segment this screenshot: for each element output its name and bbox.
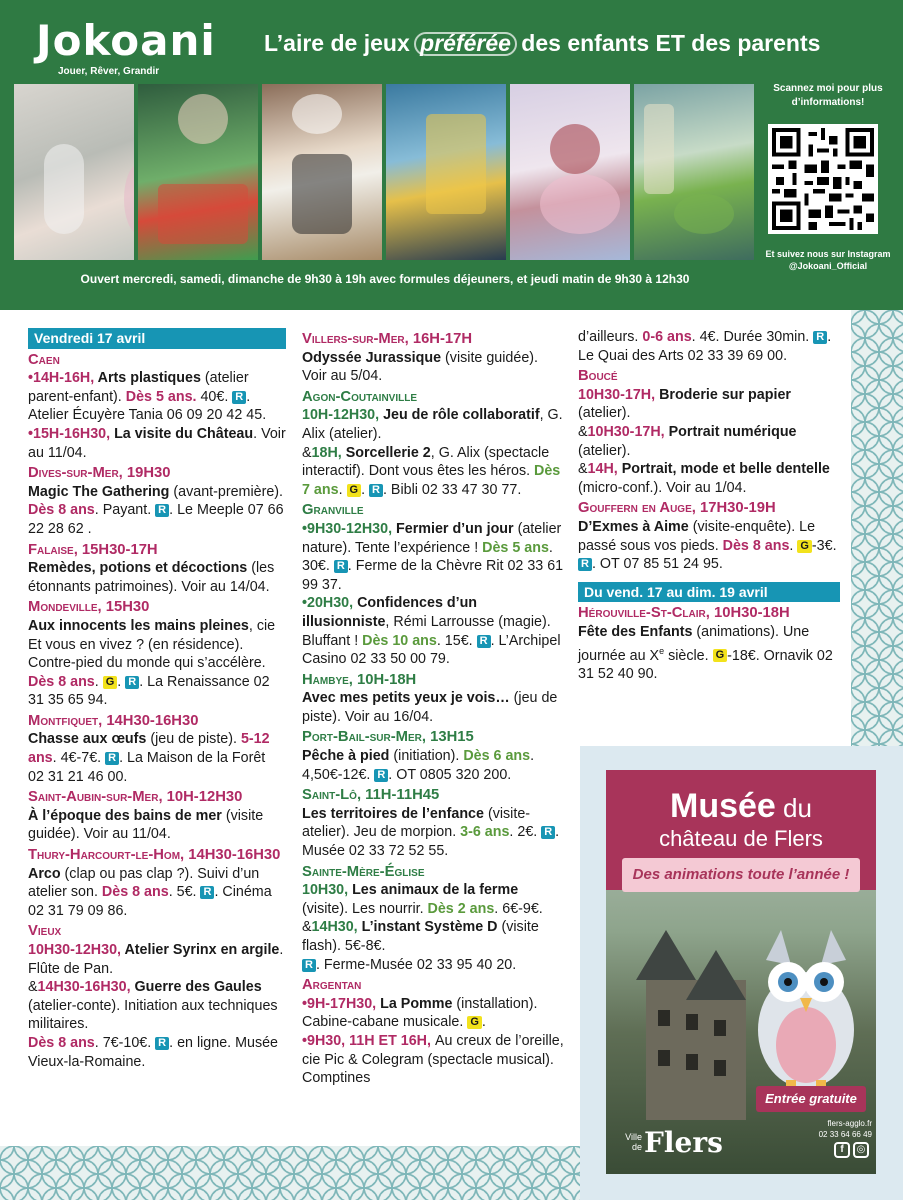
event-entry: &14H30, L’instant Système D (visite flash). 5€-8€. R . Ferme-Musée 02 33 95 40 20. (302, 919, 539, 973)
instagram-icon[interactable]: ◎ (853, 1142, 869, 1158)
ad-ribbon: Des animations toute l’année ! (622, 858, 860, 892)
photo-baby (510, 84, 630, 260)
jokoani-logo: Jokoani (36, 16, 216, 65)
city-heading: Agon-Coutainville (302, 388, 418, 405)
qr-code-icon (772, 128, 874, 230)
city-heading: Gouffern en Auge, 17H30-19H (578, 500, 776, 517)
ad-phone: 02 33 64 66 49 (818, 1130, 872, 1139)
decor-pattern-bottom (0, 1146, 580, 1200)
musee-flers-ad[interactable] (606, 770, 876, 1174)
facebook-icon[interactable]: f (834, 1142, 850, 1158)
qr-code[interactable] (768, 124, 878, 234)
banner-title: L’aire de jeux préférée des enfants ET des parents (264, 30, 821, 56)
owl-plush-illustration (746, 920, 866, 1100)
event-entry: 10H30, Les animaux de la ferme (visite). Les nourrir. Dès 2 ans. 6€-9€. (302, 882, 543, 917)
event-entry: 10H30-12H30, Atelier Syrinx en argile. Flûte de Pan. (28, 942, 284, 977)
event-entry: •14H-16H, Arts plastiques (atelier parent-enfant). Dès 5 ans. 40€. R . Atelier Écuyère Tania 06 09 20 42 45. (28, 370, 267, 424)
event-entry: •9H30, 11H ET 16H, Au creux de l’oreille, cie Pic & Colegram (spectacle musical). Comptines (302, 1032, 564, 1087)
event-entry: &10H30-17H, Portrait numérique (atelier). (578, 423, 797, 459)
ad-title: Musée du (670, 787, 812, 825)
city-heading: Hambye, 10H-18H (302, 671, 417, 688)
event-entry: Odyssée Jurassique (visite guidée). Voir au 5/04. (302, 349, 539, 385)
city-heading: Caen (28, 351, 60, 368)
event-entry: Fête des Enfants (animations). Une journée au Xe siècle. G -18€. Ornavik 02 31 52 40 90. (578, 623, 833, 682)
event-entry: 10H-12H30, Jeu de rôle collaboratif, G. Alix (atelier). (302, 407, 563, 442)
logo-tagline: Jouer, Rêver, Grandir (58, 66, 160, 77)
city-heading: Boucé (578, 368, 618, 385)
event-entry: Chasse aux œufs (jeu de piste). 5-12 ans. 4€-7€. R . La Maison de la Forêt 02 31 21 46 00. (28, 731, 270, 785)
jokoani-banner (0, 0, 903, 310)
city-heading: Sainte-Mère-Église (302, 863, 425, 880)
flers-logo: Ville deFlers (625, 1126, 723, 1159)
event-entry: Remèdes, potions et décoctions (les étonnants patrimoines). Voir au 14/04. (28, 560, 275, 595)
event-entry: •9H30-12H30, Fermier d’un jour (atelier nature). Tente l’expérience ! Dès 5 ans. 30€. R . Ferme de la Chèvre Rit 02 33 61 99 37. (302, 520, 564, 593)
event-entry: Pêche à pied (initiation). Dès 6 ans. 4,50€-12€. R . OT 0805 320 200. (302, 748, 535, 783)
city-heading: Saint-Aubin-sur-Mer, 10H-12H30 (28, 789, 243, 806)
instagram-follow: Et suivez nous sur Instagram @Jokoani_Official (765, 249, 891, 271)
day-header: Vendredi 17 avril (28, 328, 286, 349)
event-entry: •15H-16H30, La visite du Château. Voir au 11/04. (28, 425, 286, 461)
city-heading: Dives-sur-Mer, 19H30 (28, 465, 171, 482)
free-entry-badge: Entrée gratuite (756, 1086, 866, 1112)
photo-mirror (386, 84, 506, 260)
agenda-column-3 (578, 328, 840, 683)
title-highlight: préférée (416, 30, 515, 56)
city-heading: Thury-Harcourt-le-Hom, 14H30-16H30 (28, 847, 281, 864)
decor-pattern-right (851, 310, 903, 746)
ad-social-links (834, 1142, 869, 1158)
event-entry: &18H, Sorcellerie 2, G. Alix (spectacle interactif). Dont vous êtes les héros. Dès 7 ans. G . R . Bibli 02 33 47 30 77. (302, 444, 561, 498)
photo-slide (14, 84, 134, 260)
scan-text: Scannez moi pour plus d’informations! (773, 83, 883, 108)
city-heading: Mondeville, 15H30 (28, 599, 150, 616)
opening-hours: Ouvert mercredi, samedi, dimanche de 9h30 à 19h avec formules déjeuners, et jeudi matin de 9h30 à 12h30 (80, 272, 690, 286)
ad-website[interactable]: flers-agglo.fr (827, 1119, 872, 1128)
event-entry: Les territoires de l’enfance (visite-atelier). Jeu de morpion. 3-6 ans. 2€. R . Musée 02 33 72 52 55. (302, 805, 560, 860)
event-entry: d’ailleurs. 0-6 ans. 4€. Durée 30min. R . Le Quai des Arts 02 33 39 69 00. (578, 329, 832, 364)
event-entry: Magic The Gathering (avant-première). Dès 8 ans. Payant. R . Le Meeple 07 66 22 28 62 . (28, 483, 284, 537)
event-entry: &14H30-16H30, Guerre des Gaules (atelier-conte). Initiation aux techniques militaires. Dès 8 ans. 7€-10€. R . en ligne. Musée Vieux-la-Romaine. (28, 979, 279, 1070)
photo-playground (634, 84, 754, 260)
day-header: Du vend. 17 au dim. 19 avril (578, 582, 840, 603)
city-heading: Port-Bail-sur-Mer, 13H15 (302, 729, 474, 746)
event-entry: D’Exmes à Aime (visite-enquête). Le passé sous vos pieds. Dès 8 ans. G -3€. R . OT 07 85 51 24 95. (578, 518, 837, 573)
event-entry: À l’époque des bains de mer (visite guidée). Voir au 11/04. (28, 807, 264, 843)
city-heading: Falaise, 15H30-17H (28, 541, 158, 558)
ad-contact (806, 1118, 872, 1140)
city-heading: Argentan (302, 977, 362, 994)
city-heading: Montfiquet, 14H30-16H30 (28, 712, 199, 729)
photo-strip (14, 84, 754, 260)
city-heading: Granville (302, 502, 364, 519)
event-entry: •9H-17H30, La Pomme (installation). Cabine-cabane musicale. G . (302, 995, 538, 1031)
city-heading: Vieux (28, 923, 62, 940)
castle-illustration (636, 910, 756, 1120)
agenda-column-2 (302, 328, 564, 1088)
city-heading: Hérouville-St-Clair, 10H30-18H (578, 605, 790, 622)
event-entry: &14H, Portrait, mode et belle dentelle (micro-conf.). Voir au 1/04. (578, 461, 830, 496)
photo-picnic (138, 84, 258, 260)
photo-cook (262, 84, 382, 260)
event-entry: 10H30-17H, Broderie sur papier (atelier). (578, 386, 791, 422)
agenda-column-1 (28, 328, 286, 1071)
event-entry: Arco (clap ou pas clap ?). Suivi d’un atelier son. Dès 8 ans. 5€. R . Cinéma 02 31 79 09 86. (28, 865, 272, 919)
event-entry: •20H30, Confidences d’un illusionniste, Rémi Larrousse (magie). Bluffant ! Dès 10 ans. 15€. R . L’Archipel Casino 02 33 50 00 79. (302, 595, 561, 668)
event-entry: Aux innocents les mains pleines, cie Et vous en vivez ? (en résidence). Contre-pied du monde qui s’accélère. Dès 8 ans. G . R . La Renaissance 02 31 35 65 94. (28, 617, 276, 709)
event-entry: Avec mes petits yeux je vois… (jeu de piste). Voir au 16/04. (302, 690, 558, 725)
ad-subtitle: château de Flers (659, 826, 823, 851)
city-heading: Villers-sur-Mer, 16H-17H (302, 331, 473, 347)
city-heading: Saint-Lô, 11H-11H45 (302, 787, 440, 804)
